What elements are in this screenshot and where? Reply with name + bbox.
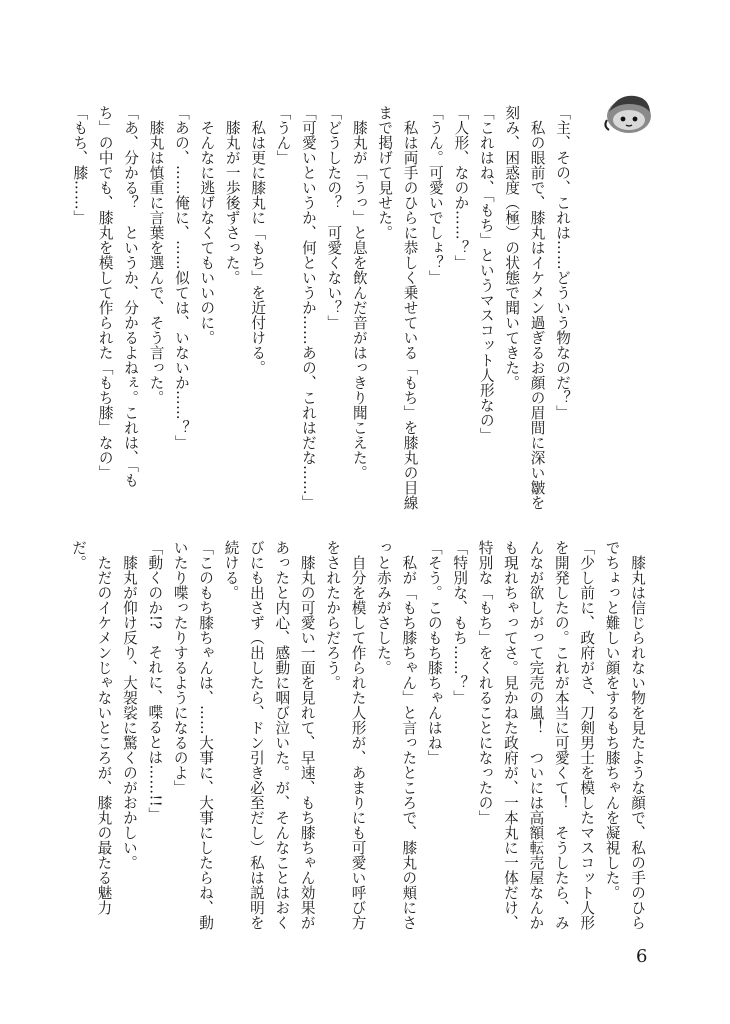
lower-paragraph: 私が「もち膝ちゃん」と言ったところで、膝丸の頬にさっと赤みがさした。 xyxy=(374,540,418,930)
upper-paragraph: 私は両手のひらに恭しく乗せている「もち」を膝丸の目線まで掲げて見せた。 xyxy=(376,105,419,510)
lower-paragraph: 自分を模して作られた人形が、あまりにも可愛い呼び方をされたからだろう。 xyxy=(324,540,367,930)
lower-paragraph: 「このもち膝ちゃんは、……大事に、大事にしたらね、動いたり喋ったりするようになるのよ」 xyxy=(171,540,215,930)
lower-paragraph: ただのイケメンじゃないところが、膝丸の最たる魅力だ。 xyxy=(70,540,113,915)
lower-paragraph: 「そう。このもち膝ちゃんはね」 xyxy=(425,540,443,765)
upper-paragraph: そんなに逃げなくてもいいのに。 xyxy=(198,105,216,345)
lower-paragraph: 膝丸の可愛い一面を見れて、早速、もち膝ちゃん効果があったと内心、感動に咽び泣いた。が、そんなことはおくびにも出さず（出したら、ドン引き必至だし）私は説明を続ける。 xyxy=(222,540,316,930)
lower-paragraph: 「少し前に、政府がさ、刀剣男士を模したマスコット人形を開発したの。これが本当に可愛くて！ そうしたら、みんなが欲しがって完売の嵐！ ついには高額転売屋なんかも現れちゃってさ。見かねた政府が、一本丸に一体だけ、特別な「もち」をくれることになったの」 xyxy=(476,540,596,930)
lower-paragraph: 膝丸が仰け反り、大袈裟に驚くのがおかしい。 xyxy=(120,540,138,870)
lower-paragraph: 膝丸は信じられない物を見たような顔で、私の手のひらでちょっと難しい顔をするもち膝ちゃんを凝視した。 xyxy=(603,540,646,930)
upper-text-block xyxy=(67,105,575,510)
upper-paragraph: 私の眼前で、膝丸はイケメン過ぎるお顔の眉間に深い皺を刻み、困惑度（極）の状態で聞いてきた。 xyxy=(503,105,546,510)
upper-paragraph: 「もち、膝……」 xyxy=(71,105,89,225)
upper-paragraph: 「うん」 xyxy=(274,105,292,165)
upper-paragraph: 「あ、分かる？ というか、分かるよねぇ。これは、「もち」の中でも、膝丸を模して作られた「もち膝」なの」 xyxy=(96,105,140,488)
lower-paragraph: 「特別な、もち……？」 xyxy=(451,540,469,705)
upper-paragraph: 「あの、……俺に、……似ては、いないか……？」 xyxy=(172,105,190,450)
upper-paragraph: 膝丸が一歩後ずさった。 xyxy=(223,105,241,285)
upper-paragraph: 「主、その、これは……どういう物なのだ？」 xyxy=(554,105,571,420)
upper-paragraph: 「可愛いというか、何というか……あの、これはだな……」 xyxy=(299,105,317,510)
upper-paragraph: 私は更に膝丸に「もち」を近付ける。 xyxy=(249,105,267,375)
upper-paragraph: 「これはね、「もち」というマスコット人形なの」 xyxy=(477,105,495,443)
page-number: 6 xyxy=(636,946,648,967)
lower-text-block xyxy=(66,540,650,940)
upper-paragraph: 「どうしたの？ 可愛くない？」 xyxy=(325,105,343,330)
upper-paragraph: 膝丸が「うっ」と息を飲んだ音がはっきり聞こえた。 xyxy=(350,105,368,480)
upper-paragraph: 膝丸は慎重に言葉を選んで、そう言った。 xyxy=(147,105,165,405)
lower-paragraph: 「動くのか!? それに、喋るとは……!!」 xyxy=(146,540,164,823)
upper-paragraph: 「人形、なのか……？」 xyxy=(452,105,470,270)
mochi-mascot-icon xyxy=(603,90,653,136)
upper-paragraph: 「うん。可愛いでしょ？」 xyxy=(426,105,444,285)
